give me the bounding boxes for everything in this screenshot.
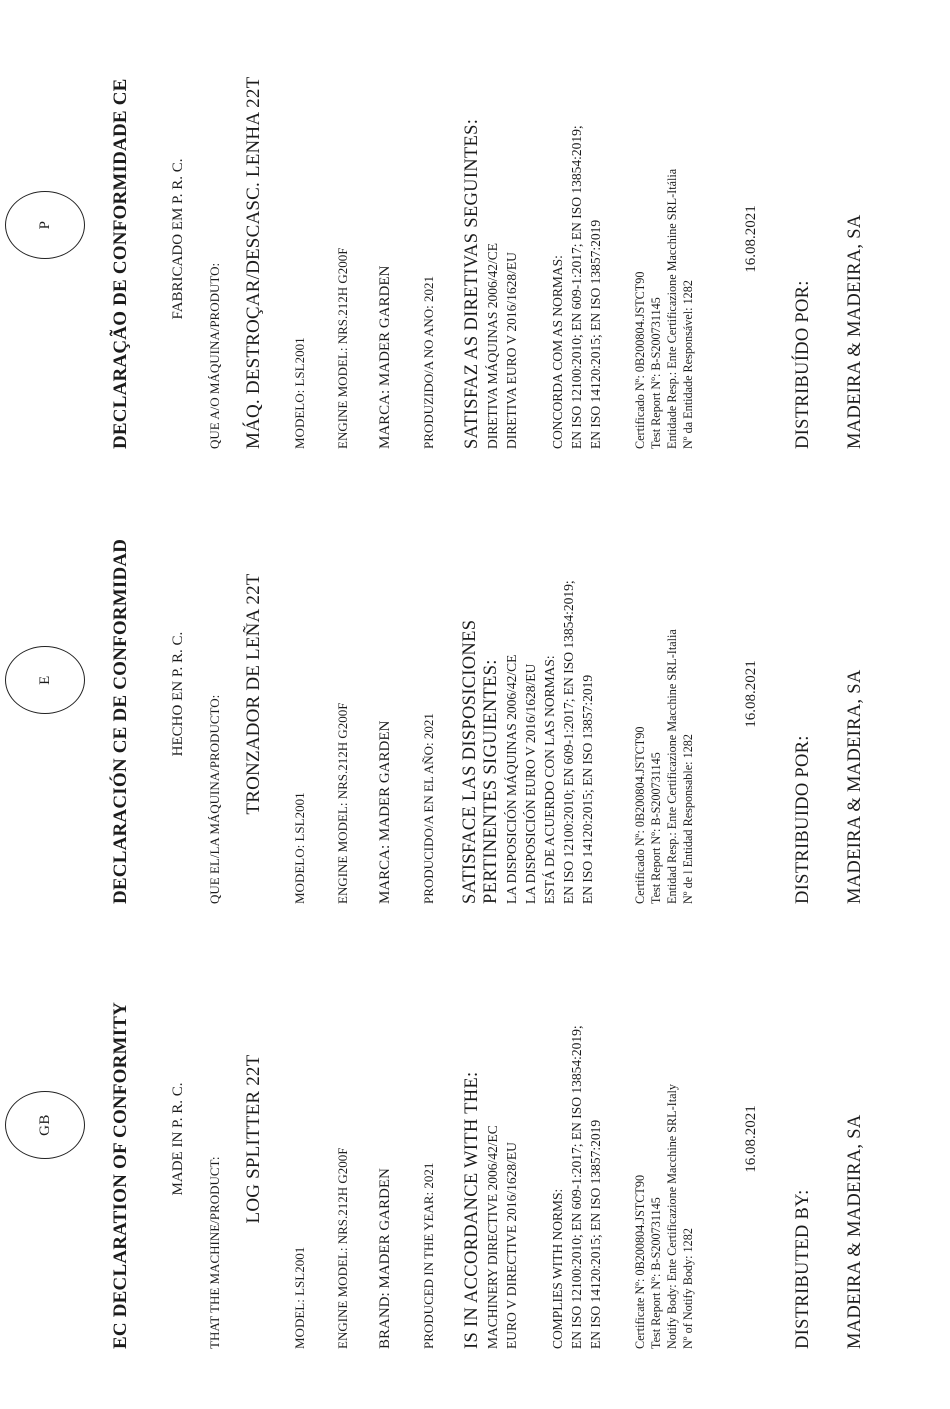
distributed-by-label: DISTRIBUÍDO POR: — [793, 280, 813, 449]
norm-item: EN ISO 14120:2015; EN ISO 13857:2019 — [580, 674, 595, 904]
certificate-block — [632, 169, 696, 449]
directives-block — [460, 580, 597, 904]
notify-body-number: Nº de l Entidad Responsable: 1282 — [681, 734, 695, 904]
directives-heading: IS IN ACCORDANCE WITH THE: — [462, 1071, 482, 1349]
machine-label: QUE A/O MÁQUINA/PRODUTO: — [207, 262, 222, 449]
machine-label: THAT THE MACHINE/PRODUCT: — [207, 1156, 222, 1349]
section-p — [0, 0, 950, 449]
declaration-date: 16.08.2021 — [743, 205, 759, 273]
directives-block — [462, 1072, 521, 1349]
directive-item: DIRETIVA MÁQUINAS 2006/42/CE — [485, 242, 500, 449]
norm-item: EN ISO 12100:2010; EN 609-1:2017; EN ISO 13854:2019; — [569, 1025, 584, 1349]
norm-item: EN ISO 14120:2015; EN ISO 13857:2019 — [588, 219, 603, 449]
model: MODELO: LSL2001 — [292, 792, 307, 904]
notify-body: Entidade Resp.: Ente Certificazione Macchine SRL-Itália — [665, 168, 679, 449]
product-name: LOG SPLITTER 22T — [243, 1054, 264, 1224]
norms-block — [548, 125, 605, 449]
product-name: MÁQ. DESTROÇAR/DESCASC. LENHA 22T — [243, 76, 264, 449]
test-report: Test Report Nº: B-S200731145 — [649, 752, 663, 904]
certificate-block — [632, 1084, 696, 1349]
certificate-number: Certificado Nº: 0B200804.JSTCT90 — [633, 271, 647, 449]
product-name: TRONZADOR DE LEÑA 22T — [243, 573, 264, 815]
notify-body: Entidad Resp.: Ente Certificazione Macchine SRL-Italia — [665, 629, 679, 904]
brand: MARCA: MADER GARDEN — [377, 720, 393, 904]
engine-model: ENGINE MODEL: NRS.212H G200F — [335, 247, 350, 449]
norm-item: EN ISO 12100:2010; EN 609-1:2017; EN ISO 13854:2019; — [569, 125, 584, 449]
norm-item: EN ISO 12100:2010; EN 609-1:2017; EN ISO 13854:2019; — [561, 580, 576, 904]
directives-heading: SATISFACE LAS DISPOSICIONES — [460, 619, 480, 904]
directives-block — [462, 119, 521, 449]
declaration-title: EC DECLARATION OF CONFORMITY — [110, 1001, 131, 1349]
norms-heading: COMPLIES WITH NORMS: — [550, 1188, 565, 1349]
norms-block — [548, 1025, 605, 1349]
distributed-by-label: DISTRIBUTED BY: — [793, 1189, 813, 1349]
certificate-number: Certificado Nº: 0B200804.JSTCT90 — [633, 726, 647, 904]
notify-body: Notify Body: Ente Certificazione Macchine SRL-Italy — [665, 1083, 679, 1349]
directive-item: MACHINERY DIRECTIVE 2006/42/EC — [485, 1125, 500, 1349]
directive-item: EURO V DIRECTIVE 2016/1628/EU — [504, 1142, 519, 1349]
made-in: HECHO EN P. R. C. — [170, 631, 186, 757]
language-badge: E — [5, 646, 85, 714]
language-badge: GB — [5, 1091, 85, 1159]
section-gb — [0, 880, 950, 1349]
directives-heading: PERTINENTES SIGUIENTES: — [481, 659, 501, 904]
certificate-block — [632, 629, 696, 904]
made-in: FABRICADO EM P. R. C. — [170, 158, 186, 320]
directive-item: LA DISPOSICIÓN MÁQUINAS 2006/42/CE — [504, 654, 519, 904]
distributed-by-label: DISTRIBUIDO POR: — [793, 735, 813, 904]
machine-label: QUE EL/LA MÁQUINA/PRODUCTO: — [207, 694, 222, 904]
language-badge: P — [5, 191, 85, 259]
directives-heading: SATISFAZ AS DIRETIVAS SEGUINTES: — [462, 118, 482, 449]
model: MODELO: LSL2001 — [292, 337, 307, 449]
norm-item: EN ISO 14120:2015; EN ISO 13857:2019 — [588, 1119, 603, 1349]
production-year: PRODUCIDO/A EN EL AÑO: 2021 — [421, 713, 436, 904]
made-in: MADE IN P. R. C. — [170, 1082, 186, 1196]
engine-model: ENGINE MODEL: NRS.212H G200F — [335, 702, 350, 904]
declaration-date: 16.08.2021 — [743, 1105, 759, 1173]
distributor-name: MADEIRA & MADEIRA, SA — [845, 1114, 865, 1349]
test-report: Test Report Nº: B-S200731145 — [649, 297, 663, 449]
brand: MARCA: MADER GARDEN — [377, 265, 393, 449]
test-report: Test Report Nº: B-S200731145 — [649, 1197, 663, 1349]
notify-body-number: Nº of Notify Body: 1282 — [681, 1228, 695, 1349]
directive-item: DIRETIVA EURO V 2016/1628/EU — [504, 252, 519, 449]
declaration-date: 16.08.2021 — [743, 660, 759, 728]
norms-heading: CONCORDA COM AS NORMAS: — [550, 255, 565, 449]
directive-item: LA DISPOSICIÓN EURO V 2016/1628/EU — [523, 663, 538, 904]
notify-body-number: Nº da Entidade Responsável: 1282 — [681, 280, 695, 449]
brand: BRAND: MADER GARDEN — [377, 1168, 393, 1349]
declaration-title: DECLARAÇÃO DE CONFORMIDADE CE — [110, 78, 131, 449]
distributor-name: MADEIRA & MADEIRA, SA — [845, 214, 865, 449]
model: MODEL: LSL2001 — [292, 1246, 307, 1349]
production-year: PRODUZIDO/A NO ANO: 2021 — [421, 276, 436, 449]
certificate-number: Certificate Nº: 0B200804.JSTCT90 — [633, 1174, 647, 1349]
distributor-name: MADEIRA & MADEIRA, SA — [845, 669, 865, 904]
declaration-title: DECLARACIÓN CE DE CONFORMIDAD — [110, 538, 131, 904]
norms-heading: ESTÁ DE ACUERDO CON LAS NORMAS: — [542, 655, 557, 904]
production-year: PRODUCED IN THE YEAR: 2021 — [421, 1162, 436, 1349]
engine-model: ENGINE MODEL: NRS.212H G200F — [335, 1147, 350, 1349]
section-e — [0, 435, 950, 904]
